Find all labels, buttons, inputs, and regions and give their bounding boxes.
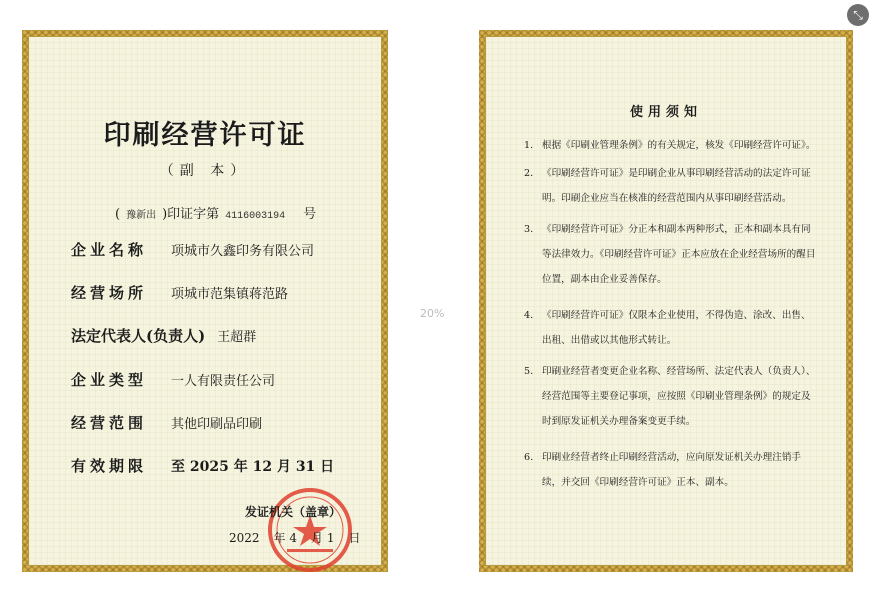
- notice-item-text: 《印刷经营许可证》分正本和副本两种形式，正本和副本具有同等法律效力。《印刷经营许可证》正本应放在企业经营场所的醒目位置，副本由企业妥善保存。: [542, 224, 816, 285]
- field-label: 企业名称: [71, 241, 148, 259]
- cert-region: 豫新出: [126, 210, 157, 221]
- field-label: 经营场所: [71, 284, 148, 302]
- notice-item-number: 5.: [524, 366, 534, 377]
- notice-item-number: 2.: [524, 168, 534, 179]
- notice-item-number: 1.: [524, 140, 534, 151]
- notice-item-number: 3.: [524, 224, 534, 235]
- field-label: 法定代表人(负责人): [71, 327, 206, 345]
- notice-item-text: 根据《印刷业管理条例》的有关规定，核发《印刷经营许可证》。: [542, 140, 816, 151]
- notice-item-number: 6.: [524, 452, 534, 463]
- field-value: 项城市范集镇蒋范路: [171, 287, 289, 302]
- issue-year: 2022: [229, 531, 260, 545]
- cert-number: 4116003194: [225, 211, 286, 222]
- notice-item: [524, 133, 818, 158]
- notice-item-number: 4.: [524, 310, 534, 321]
- field-row: [71, 282, 288, 303]
- field-label: 有效期限: [71, 457, 148, 475]
- field-row: [71, 455, 334, 476]
- field-row: [71, 325, 256, 346]
- field-value: 项城市久鑫印务有限公司: [171, 244, 315, 259]
- notice-item-text: 《印刷经营许可证》是印刷企业从事印刷经营活动的法定许可证明。印刷企业应当在核准的经营范围内从事印刷经营活动。: [542, 168, 811, 204]
- field-label: 经营范围: [71, 414, 148, 432]
- field-row: [71, 412, 262, 433]
- license-paper: [28, 36, 382, 566]
- notice-item: [524, 161, 818, 211]
- field-value: 至 2025 年 12 月 31 日: [171, 459, 335, 475]
- certificate-number-line: [115, 203, 316, 222]
- issue-month: 年 4: [273, 531, 297, 545]
- field-value: 其他印刷品印刷: [171, 417, 263, 432]
- license-title: 印刷经营许可证: [103, 120, 307, 151]
- notice-item-text: 《印刷经营许可证》仅限本企业使用，不得伪造、涂改、出售、出租、出借或以其他形式转让。: [542, 310, 811, 346]
- zoom-level: 20%: [420, 307, 445, 320]
- issue-day-end: 日: [348, 531, 361, 545]
- notice-item: [524, 217, 818, 292]
- notice-page: [479, 30, 853, 572]
- field-row: [71, 239, 314, 260]
- issue-day: 月 1: [311, 531, 335, 545]
- notice-item: [524, 359, 818, 434]
- field-value: 王超群: [217, 330, 257, 345]
- cert-mid: )印证字第: [162, 207, 220, 222]
- notice-item-text: 印刷业经营者终止印刷经营活动，应向原发证机关办理注销手续，并交回《印刷经营许可证》正本、副本。: [542, 452, 802, 488]
- notice-paper: [485, 36, 847, 566]
- cert-suffix: 号: [303, 207, 317, 222]
- issue-date: [229, 529, 374, 546]
- issuer-label: 发证机关（盖章）: [245, 505, 342, 519]
- cert-prefix: (: [115, 207, 121, 222]
- notice-item: [524, 303, 818, 353]
- license-subtitle: （副 本）: [159, 163, 251, 179]
- field-value: 一人有限责任公司: [171, 374, 276, 389]
- notice-item-text: 印刷业经营者变更企业名称、经营场所、法定代表人（负责人）、经营范围等主要登记事项，应按照《印刷业管理条例》的规定及时到原发证机关办理备案变更手续。: [542, 366, 816, 427]
- field-row: [71, 369, 275, 390]
- license-page: [22, 30, 388, 572]
- field-label: 企业类型: [71, 371, 148, 389]
- notice-item: [524, 445, 818, 495]
- notice-title: 使用须知: [629, 105, 702, 120]
- collapse-icon[interactable]: ⤡: [847, 4, 869, 26]
